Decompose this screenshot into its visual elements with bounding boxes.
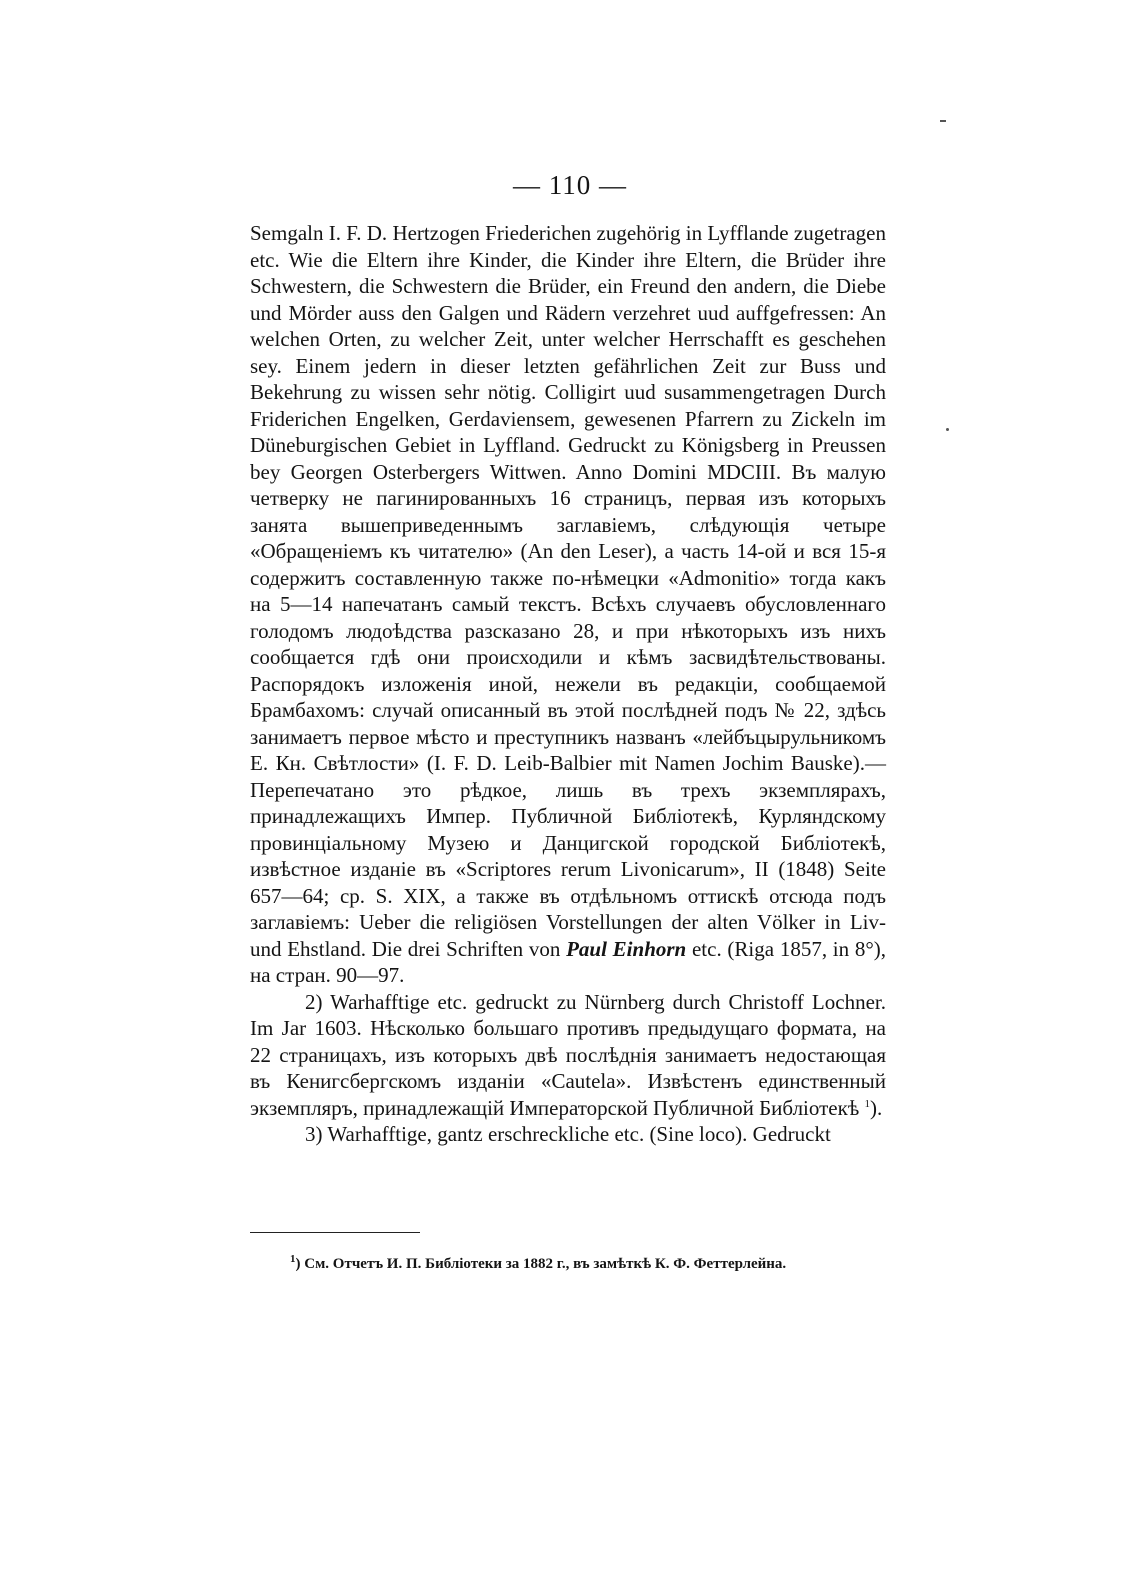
paragraph-1-text: Semgaln I. F. D. Hertzogen Friederichen zugehörig in Lyfflande zugetragen etc. Wie die Eltern ihre Kinder, die Kinder ihre Eltern, die Brüder ihre Schwestern, die Schwestern die Brüder, ein Freund den andern, die Diebe und Mörder auss den Galgen und Rädern verzehret uud auffgefressen: An welchen Orten, zu welcher Zeit, unter welcher Herrschafft es geschehen sey. Einem jedern in dieser letzten gefährlichen Zeit zur Buss und Bekehrung zu wissen sehr nötig. Colligirt uud susammengetragen Durch Friderichen Engelken, Gerdaviensem, gewesenen Pfarrern zu Zickeln im Düneburgischen Gebiet in Lyffland. Gedruckt zu Königsberg in Preussen bey Georgen Osterbergers Wittwen. Anno Domini MDCIII. Въ малую четверку не пагинированныхъ 16 страницъ, первая изъ которыхъ занята вышеприведеннымъ заглавіемъ, слѣдующія четыре «Обращеніемъ къ читателю» (An den Leser), а часть 14-ой и вся 15-я содержитъ составленную также по-нѣмецки «Admonitio» тогда какъ на 5—14 напечатанъ самый текстъ. Всѣхъ случаевъ обусловленнаго голодомъ людоѣдства разсказано 28, и при нѣкоторыхъ изъ нихъ сообщается гдѣ они происходили и кѣмъ засвидѣтельствованы. Распорядокъ изложенія иной, нежели въ редакціи, сообщаемой Брамбахомъ: случай описанный въ этой послѣдней подъ № 22, здѣсь занимаетъ первое мѣсто и преступникъ названъ «лейбъцырульникомъ Е. Кн. Свѣтлости» (I. F. D. Leib-Balbier mit Namen Jochim Bauske).—Перепечатано это рѣдкое, лишь въ трехъ экземплярахъ, принадлежащихъ Импер. Публичной Библіотекѣ, Курляндскому провинціальному Музею и Данцигской городской Библіотекѣ, извѣстное изданіе въ «Scriptores rerum Livonicarum», II (1848) Seite 657—64; ср. S. XIX, а также въ отдѣльномъ оттискѣ отсюда подъ заглавіемъ: Ueber die religiösen Vorstellungen der alten Völker in Liv- und Ehstland. Die drei Schriften von <box>250 221 886 961</box>
footnote <box>250 1252 886 1276</box>
footnote-marker: 1 <box>290 1253 296 1265</box>
footnote-reference: 1 <box>864 1097 870 1110</box>
paragraph-3 <box>250 1121 886 1148</box>
paragraph-2-tail: ). <box>869 1095 883 1120</box>
scan-mark <box>940 120 946 122</box>
paragraph-1-tail: etc. (Riga 1857, in 8°), на стран. 90—97. <box>250 936 887 987</box>
page-number: — 110 — <box>513 170 627 200</box>
paragraph-3-text: 3) Warhafftige, gantz erschreckliche etc. (Sine loco). Gedruckt <box>305 1122 831 1146</box>
footnote-divider <box>250 1232 420 1233</box>
body-text <box>250 220 886 1148</box>
author-name-italic: Paul Einhorn <box>566 936 687 961</box>
paragraph-1 <box>250 220 886 989</box>
scan-dot <box>946 428 949 431</box>
paragraph-2-text: 2) Warhafftige etc. gedruckt zu Nürnberg durch Christoff Lochner. Im Jar 1603. Нѣсколько большаго противъ предыдущаго формата, на 22 страницахъ, изъ которыхъ двѣ послѣднія занимаетъ недостающая въ Кенигсбергскомъ изданіи «Cautela». Извѣстенъ единственный экземпляръ, принадлежащій Императорской Публичной Библіотекѣ <box>250 989 886 1120</box>
footnote-text: ) См. Отчетъ И. П. Библіотеки за 1882 г., въ замѣткѣ К. Ф. Феттерлейна. <box>295 1256 787 1272</box>
paragraph-2 <box>250 989 886 1122</box>
